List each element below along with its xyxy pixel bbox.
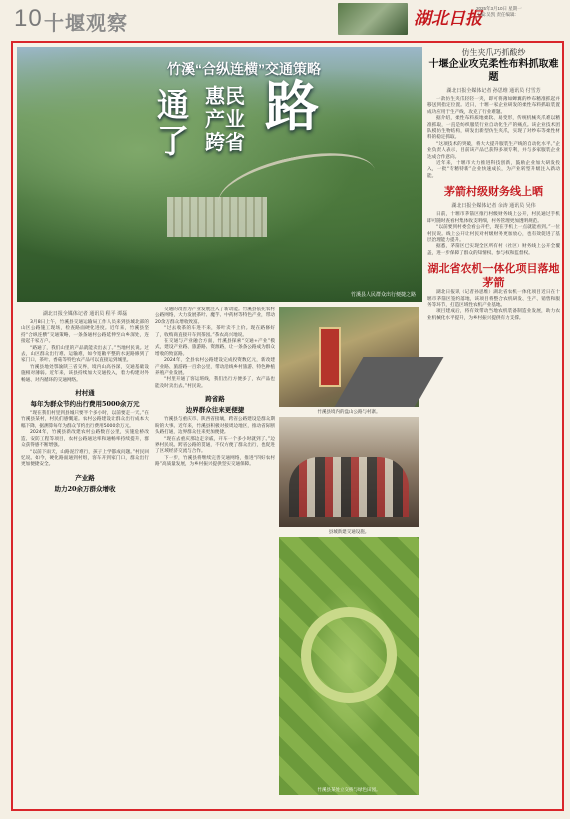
paragraph: 一款仿生夹爪轻轻一夹，即可将薄如蝉翼的纱布精准抓起并移送到指定位置。近日，十堰一家企业研发的柔性布料抓取装置成功应用于生产线，攻克了行业难题。 bbox=[427, 97, 560, 115]
story1-headline: 十堰企业攻克柔性布料抓取难题 bbox=[428, 59, 559, 83]
subhead-detail: 边界群众往来更便捷 bbox=[185, 406, 245, 415]
paragraph: 近年来，十堰市大力推进科技创新，鼓励企业加大研发投入，一批“专精特新”企业快速成长，为产业转型升级注入新动能。 bbox=[427, 161, 560, 179]
paragraph: 竹溪县地处鄂渝陕三省交界，境内山高谷深，交通基础设施相对薄弱。近年来，该县持续加大交通投入，着力构建对外畅通、对内循环的交通网络。 bbox=[21, 364, 149, 383]
paragraph: 湖北日报讯（记者孙思维）湖北省农机一体化项目近日在十堰市茅箭区签约落地，该项目将整合农机研发、生产、销售和服务等环节，打造区域性农机产业基地。 bbox=[427, 290, 560, 308]
paragraph: 日前，十堰市茅箭区推行村级财务线上公开，村民通过手机即可随时查看村集体收支明细，村务管理更加透明规范。 bbox=[427, 212, 560, 224]
photo-people bbox=[279, 417, 419, 534]
paragraph: 3月8日上午，竹溪县交通运输局工作人员来到县城北部的山区公路施工现场，检查路面硬化进度。近年来，竹溪县坚持“合纵连横”交通策略，一条条通村公路延伸至山乡深处，连接起千家万户。 bbox=[21, 320, 149, 345]
subhead: 产业路 bbox=[75, 473, 95, 482]
paragraph: 据介绍，柔性布料质地柔软、易变形，传统机械夹爪难以精准抓取，一直是纺织服装行业自动化生产的痛点。该企业技术团队模仿生物结构，研发出新型仿生夹爪，实现了对纱布等柔性材料的稳定抓取。 bbox=[427, 116, 560, 141]
mid-story bbox=[155, 307, 275, 807]
story2-byline: 湖北日报全媒体记者 余涛 通讯员 吴伟 bbox=[451, 203, 536, 210]
photo-crowd bbox=[289, 457, 409, 517]
paragraph: 在交通与产业融合方面，竹溪县探索“交通+产业”模式，建设产业路、旅游路、资源路，让一条条公路成为群众增收的致富路。 bbox=[155, 339, 275, 357]
story3-headline: 湖北省农机一体化项目落地茅箭 bbox=[427, 262, 560, 290]
hero-image bbox=[17, 47, 422, 302]
paragraph: 交通的改善为产业发展注入了新动能。竹溪县依托农村公路网络，大力发展茶叶、魔芋、中药材等特色产业，带动20余万群众增收致富。 bbox=[155, 307, 275, 325]
story2-headline: 茅箭村级财务线上晒 bbox=[444, 185, 543, 199]
paragraph: 2024年，全县农村公路建设完成投资数亿元，新改建产业路、旅游路一百余公里，带动沿线乡村旅游、特色种植养殖产业发展。 bbox=[155, 358, 275, 377]
paragraph: “过去收茶的车进不来，茶叶卖不上价。现在路修好了，收购商直接开车到茶园。”茶农高兴地说。 bbox=[155, 326, 275, 338]
hero-headline-left: 通了 bbox=[157, 86, 190, 160]
masthead bbox=[0, 0, 570, 38]
photo-interchange bbox=[279, 537, 419, 795]
paragraph: “村里开通了客运班线，我们出行方便多了，农产品也能及时卖出去。”村民说。 bbox=[155, 377, 275, 389]
paragraph: 下一步，竹溪县将继续完善交通网络，推进“四好农村路”高质量发展，为乡村振兴提供坚实交通保障。 bbox=[155, 455, 275, 468]
masthead-landscape-image bbox=[338, 3, 408, 35]
paragraph: “这项技术的突破，将大大提升服装生产线的自动化水平。”企业负责人表示，目前该产品已获得多项专利，并与多家服装企业达成合作意向。 bbox=[427, 141, 560, 160]
paragraph: “现在我们村里到县城只要半个多小时，以前要走一天。”在竹溪县某村，村民们感慨道。农村公路建设让群众出行成本大幅下降，据测算每年为群众节约出行费用5000余万元。 bbox=[21, 411, 149, 429]
subhead: 跨省路 bbox=[205, 395, 225, 404]
photo-mountain-road bbox=[279, 307, 419, 414]
page-number: 10 bbox=[14, 5, 43, 32]
paragraph: 2024年，竹溪县新改建农村公路数百公里，实施危桥改造、安防工程等项目，农村公路通达率和通畅率持续提升，群众获得感不断增强。 bbox=[21, 430, 149, 449]
left-byline: 湖北日报全媒体记者 通讯员 程平 谭磊 bbox=[42, 311, 128, 317]
paragraph: “路通了，我们山里的产品就能卖出去了。”当地村民说。过去，山区群众出行难、运输难，如今宽敞平整的水泥路修到了家门口，茶叶、香菇等特色农产品可以直接运到城里。 bbox=[21, 345, 149, 364]
story1-kicker: 仿生夹爪巧抓酸纱 bbox=[461, 48, 526, 57]
hero-headline-mid: 惠民产业跨省 bbox=[205, 84, 245, 154]
photo-caption: 县城新建交通设施。 bbox=[328, 529, 370, 534]
section-title: 十堰观察 bbox=[44, 13, 128, 35]
subhead-detail: 每年为群众节约出行费用5000余万元 bbox=[30, 400, 140, 409]
photo-ring-road bbox=[301, 607, 397, 703]
paragraph: 项目建成后，将有效带动当地农机装备制造业发展，助力农业机械化水平提升，为乡村振兴提供有力支撑。 bbox=[427, 309, 560, 321]
feature-frame bbox=[11, 41, 564, 811]
hero-town bbox=[167, 197, 267, 237]
photo-caption: 竹溪县某处立交桥与绿色田园。 bbox=[317, 787, 381, 792]
photo-caption: 竹溪县境内的盘山公路与村寨。 bbox=[317, 409, 381, 414]
right-column bbox=[427, 47, 560, 807]
hero-headline-right: 路 bbox=[265, 74, 319, 138]
paragraph: “以前要到村委会看公开栏，现在手机上一点就能看到。”一位村民说。线上公开让村民对村级财务更加放心，也有效促进了基层治理能力提升。 bbox=[427, 225, 560, 243]
paragraph: “现在去重庆那边走亲戚，开车一个多小时就到了。”边界村民说。跨省公路的贯通，不仅方便了群众出行，也促进了区域经济交流与合作。 bbox=[155, 436, 275, 455]
hero-kicker: 竹溪“合纵连横”交通策略 bbox=[167, 61, 321, 77]
photo-gate bbox=[319, 327, 341, 387]
paper-logo: 湖北日报 bbox=[414, 9, 482, 29]
paragraph: “以前下雨天，山路泥泞难行，孩子上学都成问题。”村民回忆说。如今，硬化路面通到村组，客车开到家门口，群众出行更加便捷安全。 bbox=[21, 449, 149, 468]
hero-caption: 竹溪县人民群众出行便捷之路 bbox=[350, 292, 416, 298]
left-story bbox=[21, 307, 149, 807]
story1-byline: 湖北日报全媒体记者 孙思维 通讯员 付雪芳 bbox=[446, 88, 541, 94]
paragraph: 据悉，茅箭区已实现全区所有村（社区）财务线上公开全覆盖，进一步保障了群众的知情权、参与权和监督权。 bbox=[427, 244, 560, 256]
masthead-meta: 2025年3月10日 星期一 主编:吴凯 责任编辑: bbox=[476, 6, 522, 17]
subhead: 村村通 bbox=[75, 389, 95, 398]
paragraph: 竹溪县与重庆市、陕西省接壤，跨省公路建设是群众期盼的大事。近年来，竹溪县积极对接周边地区，推动省际断头路打通，边界群众往来更加便捷。 bbox=[155, 417, 275, 436]
subhead-detail: 助力20余万群众增收 bbox=[54, 484, 116, 493]
